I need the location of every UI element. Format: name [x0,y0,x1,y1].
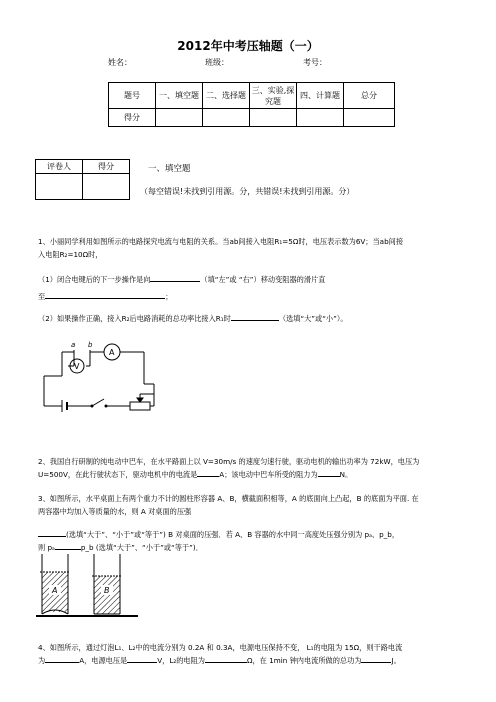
score-table [108,82,395,127]
q4-line2c: V，L₂的电阻为 [157,656,205,665]
score-header-cell: 三、实验,探究题 [250,83,297,109]
q1-part1d: ； [165,292,173,301]
score-header-cell: 题号 [109,83,156,109]
grader-cell[interactable] [83,174,130,200]
q4-line2a: 为 [38,656,46,665]
q1-part2 [38,312,468,325]
answer-blank[interactable] [231,312,279,321]
q4-line2b: A，电源电压是 [79,656,128,665]
score-cell[interactable] [297,109,344,127]
q2-line2a: U=500V，在此行驶状态下，驱动电机中的电流是 [38,470,198,479]
answer-blank[interactable] [197,468,219,477]
score-row-label: 得分 [109,109,156,127]
container-b-label: B [104,586,110,595]
q2-line2b: A；该电动中巴车所受的阻力为 [219,470,318,479]
voltmeter-label: V [74,362,80,371]
answer-blank[interactable] [361,654,391,663]
score-cell[interactable] [156,109,203,127]
rheostat-body [130,402,150,410]
q4-line1: 4、如图所示，通过灯泡L₁、L₂中的电流分别为 0.2A 和 0.3A，电源电压保持不变， L₁的电阻为 15Ω，则干路电流 [38,643,403,652]
answer-blank[interactable] [205,654,247,663]
q1-text [38,235,468,261]
q4-line2d: Ω，在 1min 钟内电流所做的总功为 [247,656,362,665]
q1-part1 [38,273,468,286]
q2-line1: 2、我国自行研制的纯电动中巴车，在水平路面上以 V=30m/s 的速度匀速行驶，驱动电机的输出功率为 72kW，电压为 [38,457,420,466]
q2-line2c: N。 [339,470,353,479]
ammeter-label: A [109,348,115,357]
q1-part1-cont [38,290,468,303]
score-cell[interactable] [344,109,395,127]
score-header-cell: 二、选择题 [203,83,250,109]
container-a-label: A [52,586,58,595]
q4-line2e: J。 [391,656,401,665]
q3-line4a: 则 pₐ [38,543,55,552]
grader-table [35,159,130,200]
q1-part1c: 至 [38,292,46,301]
containers-diagram [34,546,144,626]
grader-header-cell: 评卷人 [36,160,83,174]
q3-line1: 3、如图所示，水平桌面上有两个重力不计的圆柱形容器 A、B，横截面积相等，A 的底面向上凸起，B 的底面为平面. 在 [38,494,419,503]
label-a: a [71,341,76,349]
page-title: 2012年中考压轴题（一） [177,39,319,53]
answer-blank[interactable] [38,528,66,537]
q2-line2 [38,468,468,481]
q1-part2b: （选填“大”或“小”）。 [278,314,348,323]
q3-text [38,492,468,518]
score-header-cell: 四、计算题 [297,83,344,109]
number-label: 考号： [303,58,327,67]
name-label: 姓名： [108,58,132,67]
switch-pivot [91,405,93,407]
answer-blank[interactable] [45,290,165,299]
q2-text [38,455,468,481]
rheostat-arrow [137,398,143,402]
class-label: 班级： [205,58,229,67]
q4-text [38,641,468,667]
q3-line2: 两容器中均加入等质量的水，则 A 对桌面的压强 [38,507,192,516]
score-header-cell: 一、填空题 [156,83,203,109]
score-header-cell: 总分 [344,83,395,109]
answer-blank[interactable] [150,273,200,282]
switch-lever [92,399,104,406]
circuit-diagram [40,336,160,426]
score-cell[interactable] [203,109,250,127]
answer-blank[interactable] [45,654,79,663]
switch-contact [105,405,107,407]
q1-part1a: （1）闭合电键后的下一步操作是向 [38,275,151,284]
answer-blank[interactable] [127,654,157,663]
q1-line1: 1、小丽同学利用如图所示的电路探究电流与电阻的关系。当ab间接入电阻R₁=5Ω时，电压表示数为6V；当ab间接 [38,237,404,246]
grader-header-cell: 得分 [83,160,130,174]
q4-line2 [38,654,468,667]
section-title: 一、填空题 [148,164,191,174]
score-cell[interactable] [250,109,297,127]
q3-line3a: (选填“大于”、“小于”或“等于”) B 对桌面的压强．若 A、B 容器的水中同一高度处压强分别为 pₐ、p_b， [66,530,400,539]
label-b: b [88,341,93,349]
q1-line2: 入电阻R₂=10Ω时， [38,250,103,259]
grader-cell[interactable] [36,174,83,200]
q3-line4b: p_b (选填“大于”、“小于”或“等于”)． [80,543,203,552]
section-note: （每空错误!未找到引用源。分，共错误!未找到引用源。分） [140,187,355,196]
q3-line3 [38,528,468,541]
answer-blank[interactable] [318,468,340,477]
q1-part2a: （2）如果操作正确，接入R₂后电路消耗的总功率比接入R₁时 [38,314,231,323]
q1-part1b: （填“左”或 “右”）移动变阻器的滑片直 [200,275,326,284]
